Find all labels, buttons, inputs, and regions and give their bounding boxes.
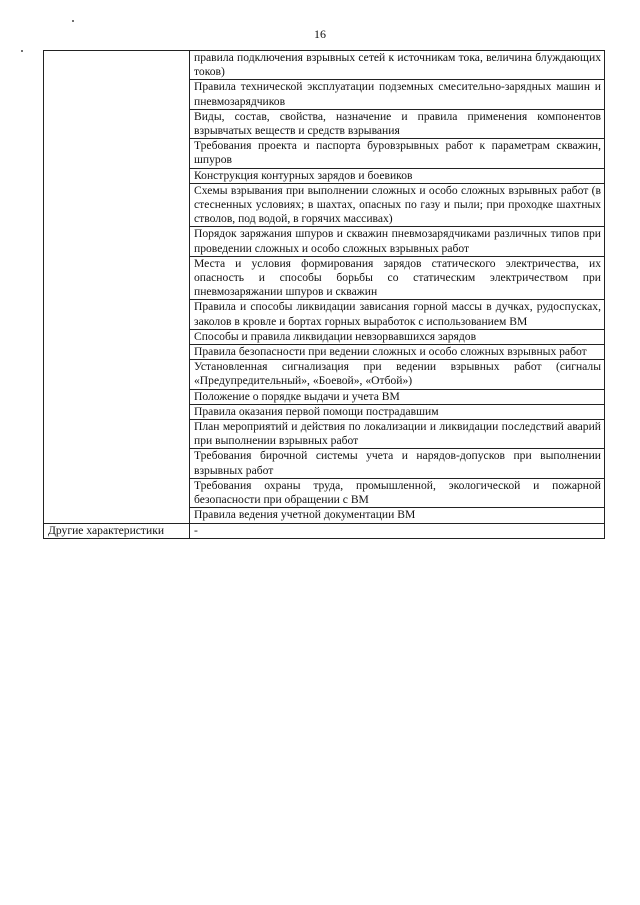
requirement-cell: правила подключения взрывных сетей к источникам тока, величина блуждающих токов)	[190, 51, 605, 80]
page-number: 16	[314, 27, 326, 41]
requirement-cell: Правила оказания первой помощи пострадавшим	[190, 404, 605, 419]
requirements-table-body	[44, 51, 605, 539]
requirement-cell: Правила технической эксплуатации подземных смесительно-зарядных машин и пневмозарядчиков	[190, 80, 605, 109]
requirement-cell: Порядок заряжания шпуров и скважин пневмозарядчиками различных типов при проведении сложных и особо сложных взрывных работ	[190, 227, 605, 256]
other-characteristics-row	[44, 523, 605, 538]
other-characteristics-value: -	[190, 523, 605, 538]
requirement-cell: Положение о порядке выдачи и учета ВМ	[190, 389, 605, 404]
scan-speck	[21, 50, 23, 52]
other-characteristics-label: Другие характеристики	[44, 523, 190, 538]
requirement-cell: Правила и способы ликвидации зависания горной массы в дучках, рудоспусках, заколов в кровле и бортах горных выработок с использованием ВМ	[190, 300, 605, 329]
requirement-cell: Правила ведения учетной документации ВМ	[190, 508, 605, 523]
requirement-cell: Правила безопасности при ведении сложных и особо сложных взрывных работ	[190, 345, 605, 360]
requirement-cell: Виды, состав, свойства, назначение и правила применения компонентов взрывчатых веществ и средств взрывания	[190, 109, 605, 138]
scan-speck	[72, 20, 74, 22]
requirement-cell: Места и условия формирования зарядов статического электричества, их опасность и способы борьбы со статическим электричеством при пневмозаряжании шпуров и скважин	[190, 256, 605, 300]
requirement-cell: План мероприятий и действия по локализации и ликвидации последствий аварий при выполнении взрывных работ	[190, 420, 605, 449]
requirement-cell: Установленная сигнализация при ведении взрывных работ (сигналы «Предупредительный», «Боевой», «Отбой»)	[190, 360, 605, 389]
left-empty-cell	[44, 51, 190, 524]
requirement-cell: Способы и правила ликвидации невзорвавшихся зарядов	[190, 329, 605, 344]
requirement-cell: Требования охраны труда, промышленной, экологической и пожарной безопасности при обращении с ВМ	[190, 478, 605, 507]
requirement-cell: Требования проекта и паспорта буровзрывных работ к параметрам скважин, шпуров	[190, 139, 605, 168]
requirements-table	[43, 50, 605, 539]
requirement-cell: Требования бирочной системы учета и нарядов-допусков при выполнении взрывных работ	[190, 449, 605, 478]
requirement-cell: Схемы взрывания при выполнении сложных и особо сложных взрывных работ (в стесненных условиях; в шахтах, опасных по газу и пыли; при проходке шахтных стволов, под водой, в горячих массивах)	[190, 183, 605, 227]
requirement-cell: Конструкция контурных зарядов и боевиков	[190, 168, 605, 183]
table-row	[44, 51, 605, 80]
